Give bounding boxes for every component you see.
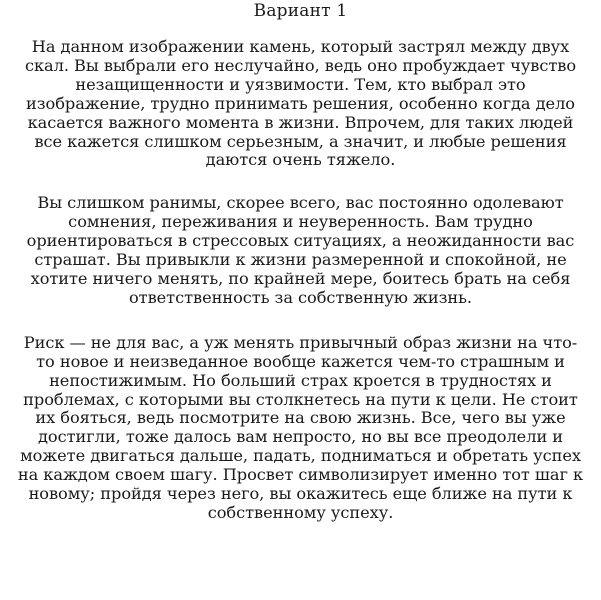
paragraph-3: Риск — не для вас, а уж менять привычный образ жизни на что-то новое и неизведанное вообще кажется чем-то страшным и непостижимым. Но больший страх кроется в трудностях и проблемах, с которыми вы столкнетесь на пути к цели. Не стоит их бояться, ведь посмотрите на свою жизнь. Все, чего вы уже достигли, тоже далось вам непросто, но вы все преодолели и можете двигаться дальше, падать, подниматься и обретать успех на каждом своем шагу. Просвет символизирует именно тот шаг к новому; пройдя через него, вы окажитесь еще ближе на пути к собственному успеху. xyxy=(17,332,584,522)
paragraph-1: На данном изображении камень, который застрял между двух скал. Вы выбрали его неслучайно, ведь оно пробуждает чувство незащищенности и уязвимости. Тем, кто выбрал это изображение, трудно принимать решения, особенно когда дело касается важного момента в жизни. Впрочем, для таких людей все кажется слишком серьезным, а значит, и любые решения даются очень тяжело. xyxy=(24,37,577,170)
paragraph-2: Вы слишком ранимы, скорее всего, вас постоянно одолевают сомнения, переживания и неуверенность. Вам трудно ориентироваться в стрессовых ситуациях, а неожиданности вас страшат. Вы привыкли к жизни размеренной и спокойной, не хотите ничего менять, по крайней мере, боитесь брать на себя ответственность за собственную жизнь. xyxy=(26,193,575,307)
document-title: Вариант 1 xyxy=(253,1,348,21)
